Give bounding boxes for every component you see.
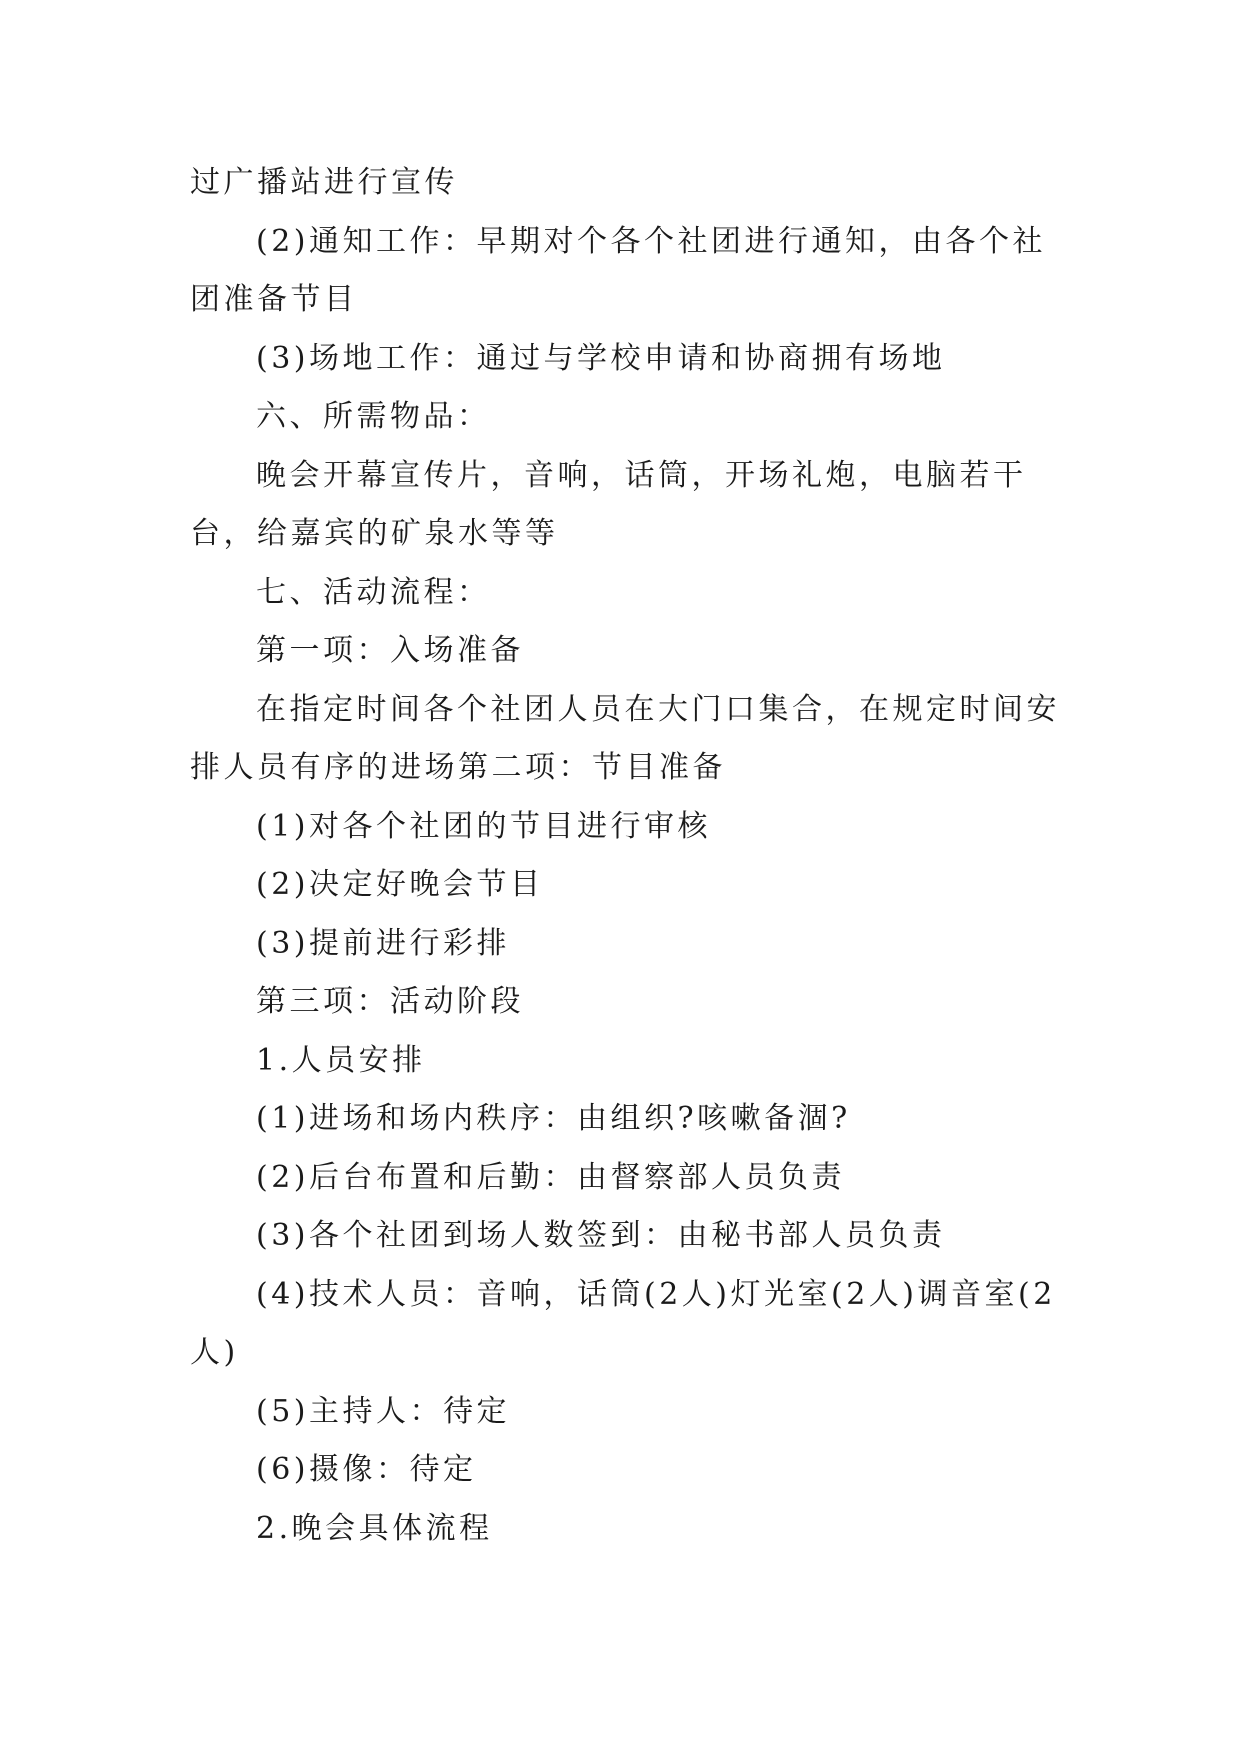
list-item: (4)技术人员：音响，话筒(2人)灯光室(2人)调音室(2人): [190, 1276, 1056, 1370]
list-item: (5)主持人：待定: [256, 1393, 510, 1429]
document-body: [190, 154, 1060, 1558]
paragraph: 晚会开幕宣传片，音响，话筒，开场礼炮，电脑若干台，给嘉宾的矿泉水等等: [190, 457, 1027, 551]
paragraph: (3)场地工作：通过与学校申请和协商拥有场地: [256, 340, 946, 376]
paragraph: 过广播站进行宣传: [190, 165, 458, 200]
subsection-heading: 第一项：入场准备: [256, 633, 524, 668]
list-item: (1)对各个社团的节目进行审核: [256, 808, 711, 844]
section-heading: 七、活动流程：: [256, 574, 491, 610]
paragraph: 在指定时间各个社团人员在大门口集合，在规定时间安排人员有序的进场第二项：节目准备: [190, 691, 1060, 785]
list-item: (2)后台布置和后勤：由督察部人员负责: [256, 1159, 845, 1195]
list-item: (3)提前进行彩排: [256, 925, 510, 961]
list-item: (2)决定好晚会节目: [256, 867, 544, 902]
section-heading: 六、所需物品：: [256, 399, 491, 434]
numbered-heading: 1.人员安排: [256, 1042, 426, 1078]
paragraph: (2)通知工作：早期对个各个社团进行通知，由各个社团准备节目: [190, 223, 1046, 317]
numbered-heading: 2.晚会具体流程: [256, 1510, 493, 1546]
list-item: (3)各个社团到场人数签到：由秘书部人员负责: [256, 1218, 946, 1253]
list-item: (6)摄像：待定: [256, 1452, 477, 1487]
list-item: (1)进场和场内秩序：由组织?咳嗽备涸?: [256, 1101, 851, 1136]
subsection-heading: 第三项：活动阶段: [256, 984, 524, 1019]
